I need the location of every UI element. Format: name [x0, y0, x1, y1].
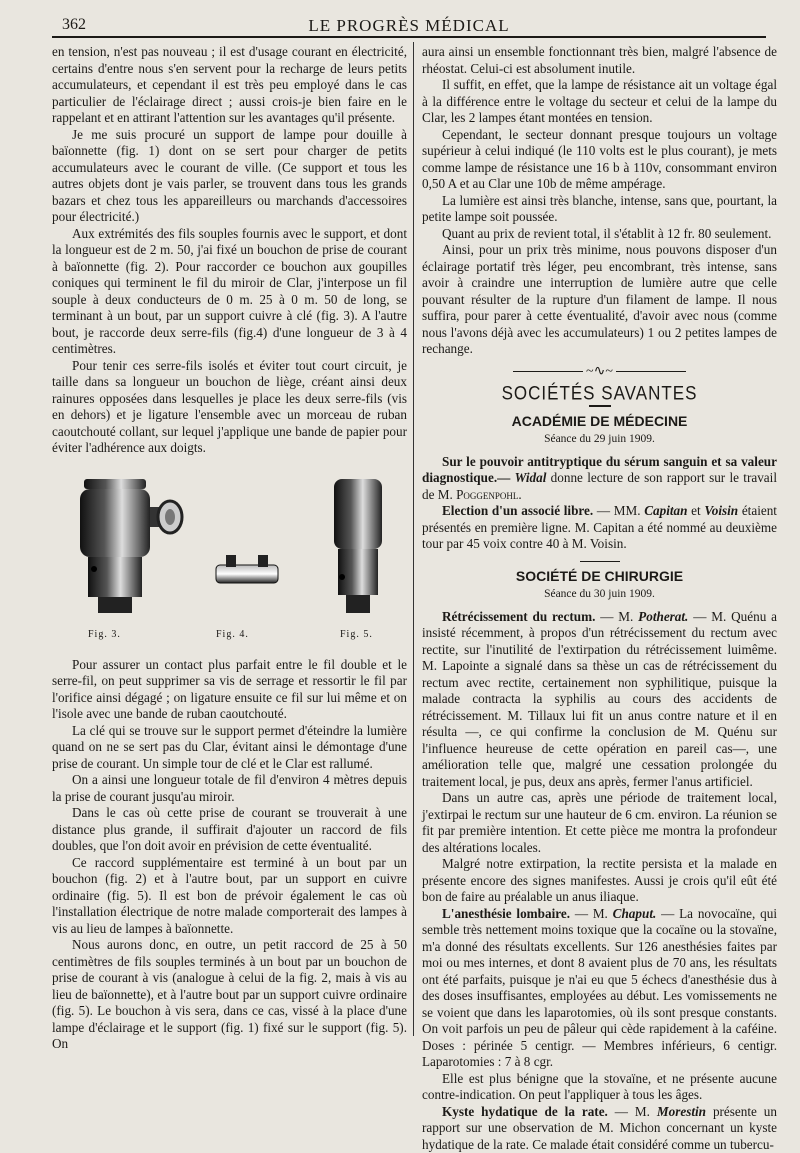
report-entry: Election d'un associé libre. — MM. Capitan et Voisin étaient présentés en première ligne. M. Capitan a été nommé au deuxième tour par 45 voix contre 40 à M. Voisin.: [422, 503, 777, 553]
section-heading: SOCIÉTÉS SAVANTES: [422, 385, 777, 404]
figure-caption: Fig. 5.: [340, 627, 373, 644]
page-number: 362: [62, 16, 86, 34]
paragraph: Il suffit, en effet, que la lampe de résistance ait un voltage égal à la différence entre le voltage du secteur et celui de la lampe du Clar, les 2 lampes étant montées en tension.: [422, 77, 777, 127]
session-date: Séance du 29 juin 1909.: [422, 431, 777, 448]
paragraph: Pour assurer un contact plus parfait entre le fil double et le serre-fil, on peut supprimer sa vis de serrage et ressortir le fil par l'orifice ainsi dégagé ; on ligature ensuite ce fil sur lui même et on l'isole avec une bande de ruban caoutchouté.: [52, 657, 407, 723]
paragraph: Quant au prix de revient total, il s'établit à 12 fr. 80 seulement.: [422, 226, 777, 243]
page-header: [52, 10, 766, 38]
subsection-heading: ACADÉMIE DE MÉDECINE: [422, 413, 777, 430]
paragraph: aura ainsi un ensemble fonctionnant très bien, malgré l'absence de rhéostat. Celui-ci est absolument inutile.: [422, 44, 777, 77]
report-entry: Sur le pouvoir antitryptique du sérum sanguin et sa valeur diagnostique.— Widal donne lecture de son rapport sur le travail de M. Poggenpohl.: [422, 454, 777, 504]
paragraph: en tension, n'est pas nouveau ; il est d'usage courant en électricité, certains d'entre nous s'en servent pour la recharge de leurs petits accumulateurs, et cependant il est très peu employé dans le cas particulier de l'éclairage direct ; aussi crois-je bien faire en le rappelant et en attirant l'attention sur les avantages qu'il présente.: [52, 44, 407, 127]
paragraph: Ce raccord supplémentaire est terminé à un bout par un bouchon (fig. 2) et à l'autre bout, par un support en cuivre ordinaire (fig. 5). Il est bon de prévoir également le cas où l'installation électrique de notre malade comporterait des lampes à vis au lieu de lampes à baïonnette.: [52, 855, 407, 938]
lamp-socket-with-key-figure: [74, 477, 184, 617]
paragraph: La lumière est ainsi très blanche, intense, sans que, pourtant, la petite lampe soit poussée.: [422, 193, 777, 226]
paragraph: Elle est plus bénigne que la stovaïne, et ne présente aucune contre-indication. On peut l'appliquer à tous les âges.: [422, 1071, 777, 1104]
rule: [580, 561, 620, 562]
paragraph: Pour tenir ces serre-fils isolés et éviter tout court circuit, je taille dans sa longueur un bouchon de liège, créant ainsi deux rainures opposées dans lesquelles je place les deux serre-fils (vis en dehors) et je ligature l'ensemble avec un morceau de ruban caoutchouté collant, sur lequel j'applique une bande de papier pour éviter l'adhérence aux doigts.: [52, 358, 407, 457]
figure-caption: Fig. 4.: [216, 627, 249, 644]
paragraph: Malgré notre extirpation, la rectite persista et la malade en présente encore des signes manifestes. Aussi je crois qu'il eût été bon de faire au préalable un anus iliaque.: [422, 856, 777, 906]
report-entry: Rétrécissement du rectum. — M. Potherat. — M. Quénu a insisté récemment, à propos d'un rétrécissement du rectum avec rectite, sur l'inutilité de l'extirpation du rétrécissement luimême. M. Lapointe a signalé dans sa thèse un cas de rétrécissement du rectum avec rectite, certainement non syphilitique, puisque la malade contracta la syphilis au cours des accidents de rétrécissement. M. Tillaux lui fit un anus contre nature et il en résulta —, ce qui confirme la conclusion de M. Quénu sur l'influence heureuse de cette opération en pareil cas—, une amélioration telle que, malgré une cessation prolongée du traitement local, je pus, deux ans après, fermer l'anus artificiel.: [422, 609, 777, 791]
paragraph: Ainsi, pour un prix très minime, nous pouvons disposer d'un éclairage portatif très léger, peu encombrant, très intense, sans avoir à craindre une interruption de lumière autre que celle pouvant résulter de la rupture d'un filament de lampe. Il nous suffira, pour parer à cette éventualité, d'avoir avec nous (comme nous l'avons déjà avec les accumulateurs) 1 ou 2 petites lampes de rechange.: [422, 242, 777, 358]
ornament-divider: ~∿~: [422, 364, 777, 381]
paragraph: La clé qui se trouve sur le support permet d'éteindre la lumière quand on ne se sert pas du Clar, évitant ainsi le démontage d'une prise de courant. Un simple tour de clé et le Clar est rallumé.: [52, 723, 407, 773]
rule: [589, 405, 611, 407]
subsection-heading: SOCIÉTÉ DE CHIRURGIE: [422, 568, 777, 585]
report-entry: Kyste hydatique de la rate. — M. Morestin présente un rapport sur une observation de M. Michon concernant un kyste hydatique de la rate. Ce malade était considéré comme un tubercu-: [422, 1104, 777, 1153]
journal-title: LE PROGRÈS MÉDICAL: [52, 16, 766, 36]
paragraph: Dans le cas où cette prise de courant se trouverait à une distance plus grande, il suffirait d'ajouter un raccord de fils doubles, que l'on doit avoir en prévision de cette éventualité.: [52, 805, 407, 855]
paragraph: Nous aurons donc, en outre, un petit raccord de 25 à 50 centimètres de fils souples terminés à un bout par un bouchon de prise de courant à vis (analogue à celui de la fig. 2, mais à vis au lieu de baïonnette), et à l'autre bout par un support cuivre ordinaire (fig. 5). Le bouchon à vis sera, dans ce cas, vissé à la place d'une lampe d'éclairage et le support (fig. 1) fixé sur le support (fig. 5). On: [52, 937, 407, 1053]
paragraph: Dans un autre cas, après une période de traitement local, j'extirpai le rectum sur une hauteur de 6 cm. environ. La réunion se fit par première intention. Et cette pièce me montra la profondeur des altérations locales.: [422, 790, 777, 856]
paragraph: Cependant, le secteur donnant presque toujours un voltage supérieur à celui indiqué (le 110 volts est le plus courant), je mets comme lampe de résistance une 16 b à 110v, consommant environ 0,50 A et au Clar une 10b de même ampérage.: [422, 127, 777, 193]
figures-block: [52, 471, 407, 651]
figure-caption: Fig. 3.: [88, 627, 121, 644]
column-divider: [413, 42, 414, 1036]
paragraph: Aux extrémités des fils souples fournis avec le support, et dont la longueur est de 2 m. 50, j'ai fixé un bouchon de prise de courant à baïonnette (fig. 2). Pour raccorder ce bouchon aux goupilles coniques qui terminent le fil du miroir de Clar, j'interpose un fil souple à deux conducteurs de 0 m. 25 à 0 m. 50 de long, se terminant à un bout, par un support cuivre à clé (fig. 3). A l'autre bout, je raccorde deux serre-fils (fig.4) d'une longueur de 3 à 4 centimètres.: [52, 226, 407, 358]
right-column: [422, 44, 777, 1153]
session-date: Séance du 30 juin 1909.: [422, 586, 777, 603]
wire-connector-figure: [212, 551, 282, 591]
paragraph: On a ainsi une longueur totale de fil d'environ 4 mètres depuis la prise de courant jusqu'au miroir.: [52, 772, 407, 805]
report-entry: L'anesthésie lombaire. — M. Chaput. — La novocaïne, qui semble très nettement moins toxique que la cocaïne ou la stovaïne, m'a donné des résultats excellents. Sur 126 anesthésies faites par moi ou mes internes, et dont 8 avaient plus de 70 ans, les résultats ont été parfaits, puisque je n'ai eu que 5 échecs d'anesthésie dus à des doses insuffisantes, employées au début. Les vomissements ne se voient que dans les laparotomies, où ils sont presque constants. On voit parfois un peu de pâleur qui cède rapidement à la caféine. Doses : périnée 5 centigr. — Membres inférieurs, 6 centigr. Laparotomies : 7 à 8 cgr.: [422, 906, 777, 1071]
left-column: [52, 44, 407, 1053]
paragraph: Je me suis procuré un support de lampe pour douille à baïonnette (fig. 1) dont on se sert pour charger de petits accumulateurs avec le courant de ville. (Ce support et tous les autres objets dont je vais parler, se trouvent dans tous les grands bazars et chez tous les appareilleurs ou marchands d'accessoires pour électricité.): [52, 127, 407, 226]
plain-socket-figure: [328, 477, 388, 617]
